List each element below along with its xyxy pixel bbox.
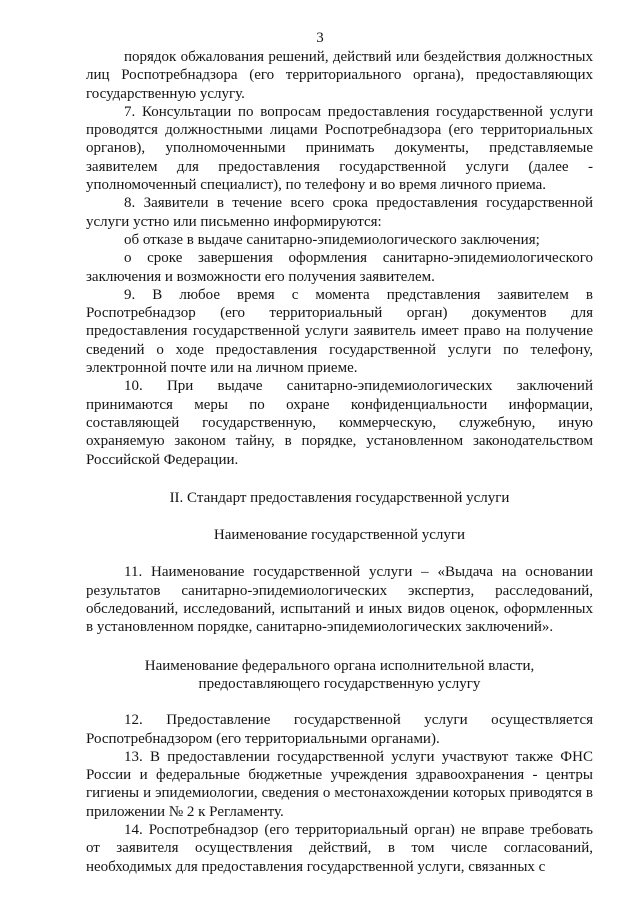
paragraph-7: 7. Консультации по вопросам предоставления государственной услуги проводятся должностными лицами Роспотребнадзора (его территориальных органов), уполномоченными принимать документы, представляемые заявителем для предоставления государственной услуги (далее - уполномоченный специалист), по телефону и во время личного приема. (86, 103, 593, 194)
paragraph-12: 12. Предоставление государственной услуги осуществляется Роспотребнадзором (его территориальными органами). (86, 712, 593, 747)
paragraph-14: 14. Роспотребнадзор (его территориальный орган) не вправе требовать от заявителя осуществления действий, в том числе согласований, необходимых для предоставления государственной услуги, связанных с (86, 821, 593, 875)
paragraph-8-item-deadline: о сроке завершения оформления санитарно-эпидемиологического заключения и возможности его получения заявителем. (86, 250, 593, 285)
subheading-service-name: Наименование государственной услуги (213, 527, 466, 544)
page-number: 3 (316, 30, 324, 46)
subheading-federal-body (86, 657, 593, 694)
paragraph-11: 11. Наименование государственной услуги – «Выдача на основании результатов санитарно-эпидемиологических экспертиз, расследований, обследований, исследований, испытаний и иных видов оценок, оформленных в установленном порядке, санитарно-эпидемиологических заключений». (86, 564, 593, 636)
paragraph-13: 13. В предоставлении государственной услуги участвуют также ФНС России и федеральные бюджетные учреждения здравоохранения - центры гигиены и эпидемиологии, сведения о местонахождении которых приводятся в приложении № 2 к Регламенту. (86, 748, 593, 820)
paragraph-10: 10. При выдаче санитарно-эпидемиологических заключений принимаются меры по охране конфиденциальности информации, составляющей государственную, коммерческую, служебную, иную охраняемую законом тайну, в порядке, установленном законодательством Российской Федерации. (86, 378, 593, 468)
subheading-federal-body-line-1: Наименование федерального органа исполнительной власти, (144, 657, 535, 674)
paragraph-8-item-refusal: об отказе в выдаче санитарно-эпидемиологического заключения; (124, 231, 540, 248)
section-heading-standard: II. Стандарт предоставления государственной услуги (169, 489, 510, 506)
paragraph-appeal-procedure: порядок обжалования решений, действий или бездействия должностных лиц Роспотребнадзора (его территориального органа), предоставляющих государственную услугу. (86, 49, 593, 102)
subheading-federal-body-line-2: предоставляющего государственную услугу (198, 675, 481, 692)
paragraph-9: 9. В любое время с момента представления заявителем в Роспотребнадзор (его территориальный орган) документов для предоставления государственной услуги заявитель имеет право на получение сведений о ходе предоставления государственной услуги по телефону, электронной почте или на личном приеме. (86, 286, 593, 377)
paragraph-8: 8. Заявители в течение всего срока предоставления государственной услуги устно или письменно информируются: (86, 195, 593, 230)
document-body (86, 48, 593, 876)
